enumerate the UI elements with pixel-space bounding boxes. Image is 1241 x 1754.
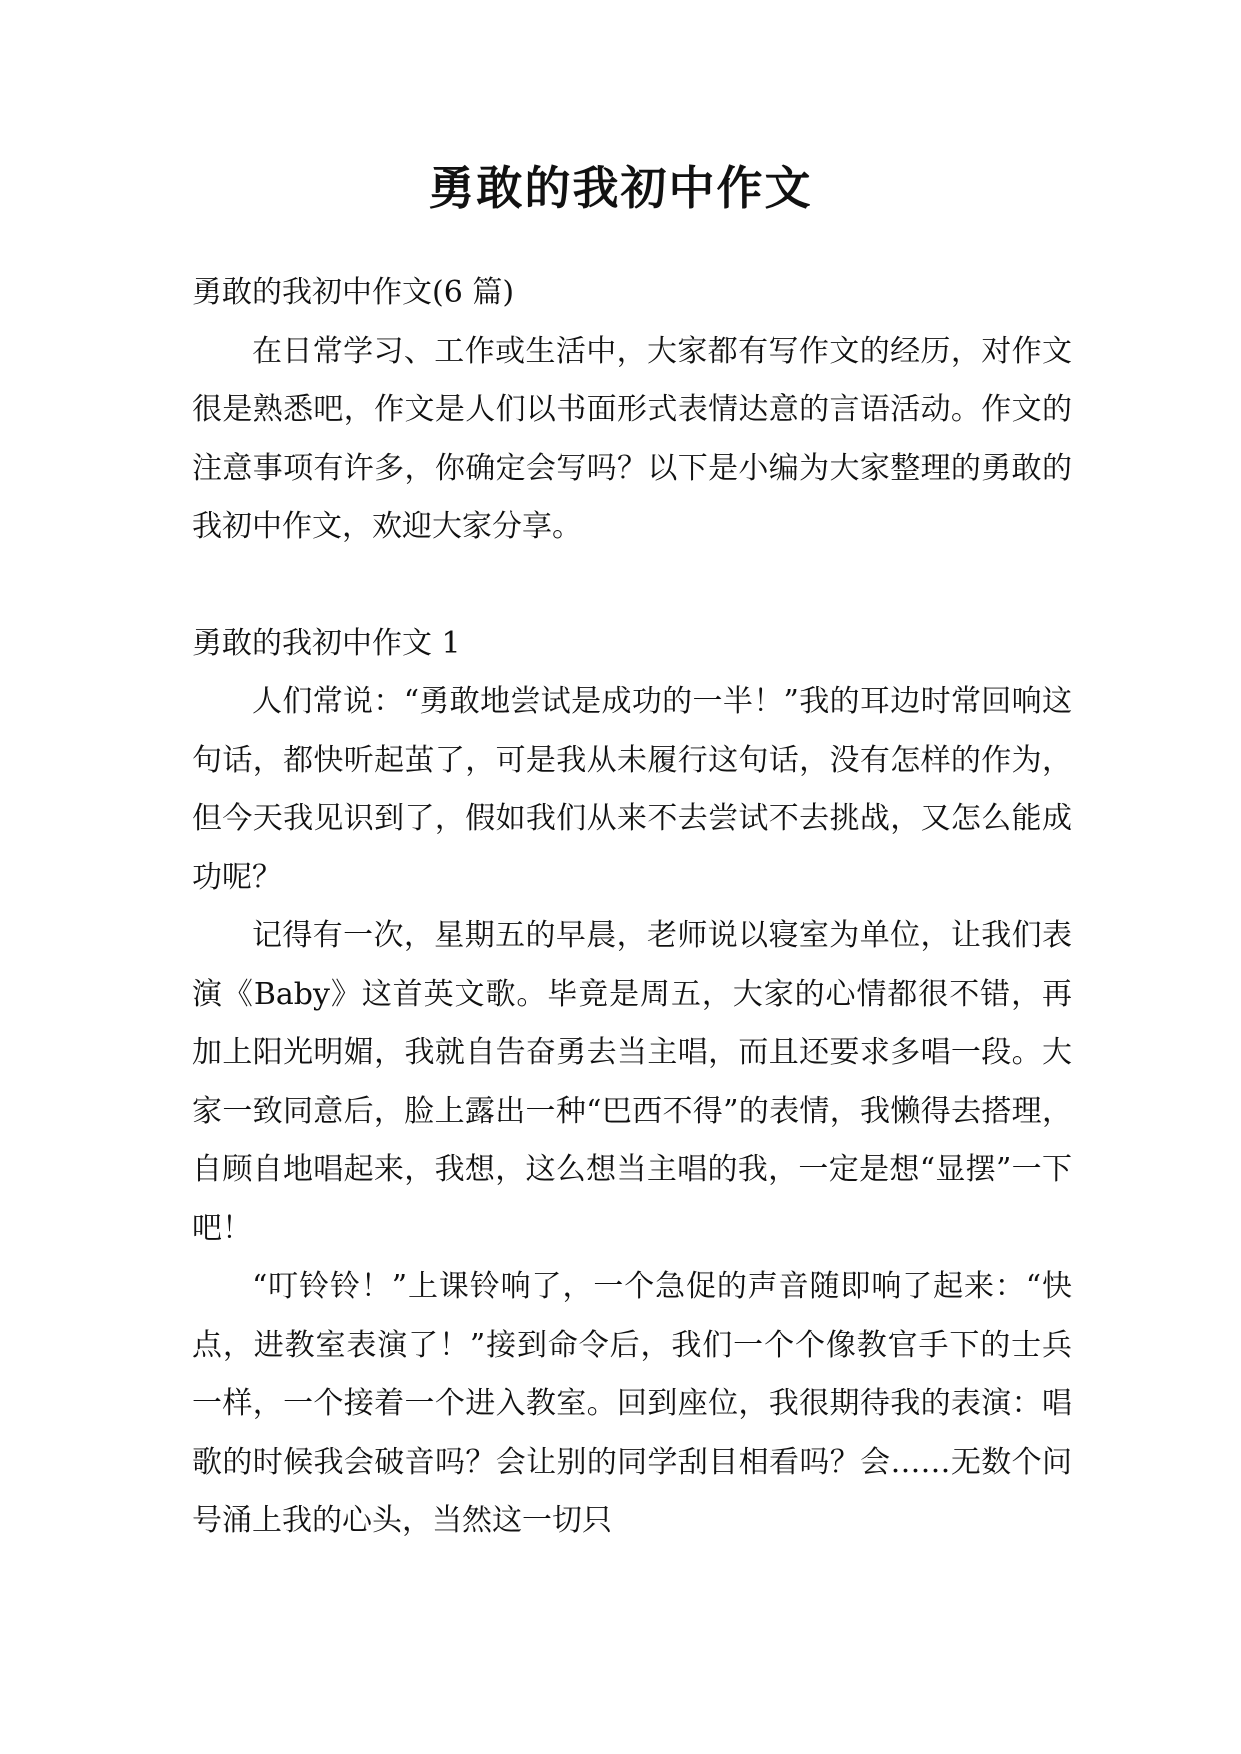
body-paragraph-1: 人们常说：“勇敢地尝试是成功的一半！”我的耳边时常回响这句话，都快听起茧了，可是我从未履行这句话，没有怎样的作为，但今天我见识到了，假如我们从来不去尝试不去挑战，又怎么能成功呢？ [192,684,1072,895]
body-paragraph-2: 记得有一次，星期五的早晨，老师说以寝室为单位，让我们表演《Baby》这首英文歌。毕竟是周五，大家的心情都很不错，再加上阳光明媚，我就自告奋勇去当主唱，而且还要求多唱一段。大家一致同意后，脸上露出一种“巴西不得”的表情，我懒得去搭理，自顾自地唱起来，我想，这么想当主唱的我，一定是想“显摆”一下吧！ [192,918,1072,1246]
intro-paragraph: 在日常学习、工作或生活中，大家都有写作文的经历，对作文很是熟悉吧，作文是人们以书面形式表情达意的言语活动。作文的注意事项有许多，你确定会写吗？以下是小编为大家整理的勇敢的我初中作文，欢迎大家分享。 [192,333,1072,544]
document-body [192,264,1072,1551]
paragraph-gap [192,557,1072,615]
document-subtitle: 勇敢的我初中作文(6 篇) [192,275,515,310]
body-paragraph-3: “叮铃铃！”上课铃响了，一个急促的声音随即响了起来：“快点，进教室表演了！”接到命令后，我们一个个像教官手下的士兵一样，一个接着一个进入教室。回到座位，我很期待我的表演：唱歌的时候我会破音吗？会让别的同学刮目相看吗？会……无数个问号涌上我的心头，当然这一切只 [192,1269,1072,1538]
document-title: 勇敢的我初中作文 [428,161,813,215]
section-heading: 勇敢的我初中作文 1 [192,625,461,661]
